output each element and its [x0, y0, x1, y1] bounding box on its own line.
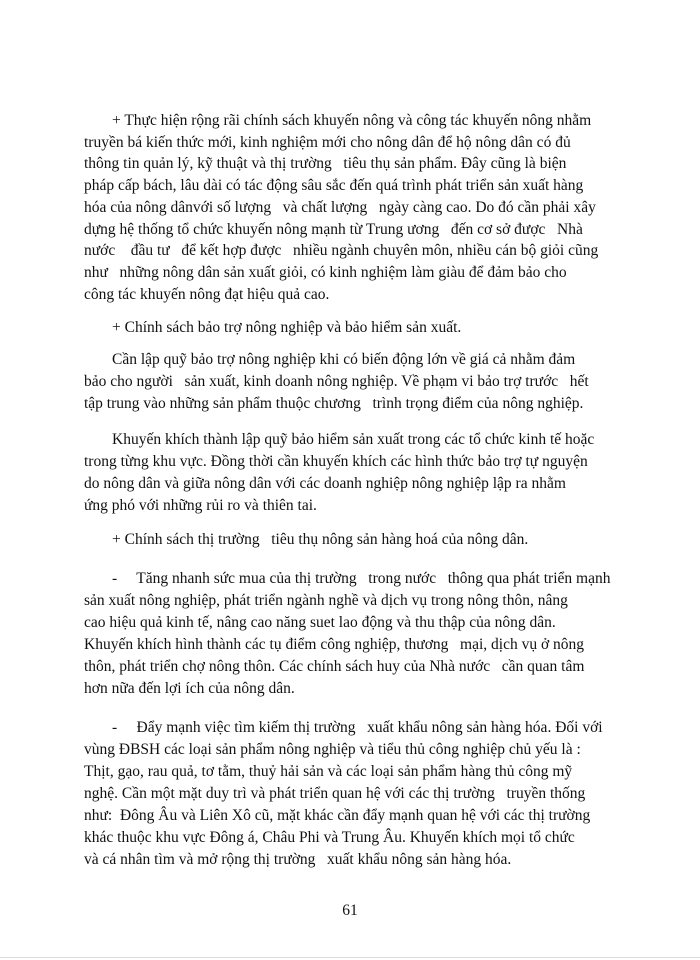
text-line: hóa của nông dânvới số lượng và chất lượng ngày càng cao. Do đó cần phải xây [84, 199, 596, 216]
text-line: thông tin quản lý, kỹ thuật và thị trường tiêu thụ sản phẩm. Đây cũng là biện [84, 155, 567, 172]
text-line: nước đầu tư để kết hợp được nhiều ngành chuyên môn, nhiều cán bộ giỏi cũng [84, 242, 599, 259]
text-line: hơn nữa đến lợi ích của nông dân. [84, 680, 295, 697]
text-line: nghệ. Cần một mặt duy trì và phát triển quan hệ với các thị trường truyền thống [84, 785, 586, 802]
text-line: sản xuất nông nghiệp, phát triển ngành nghề và dịch vụ trong nông thôn, nâng [84, 592, 568, 609]
text-line: vùng ĐBSH các loại sản phẩm nông nghiệp và tiểu thủ công nghiệp chủ yếu là : [84, 741, 581, 758]
text-line: Khuyến khích hình thành các tụ điểm công nghiệp, thương mại, dịch vụ ở nông [84, 636, 585, 653]
section-heading: + Chính sách thị trường tiêu thụ nông sản hàng hoá của nông dân. [112, 531, 529, 548]
bullet-line: - Tăng nhanh sức mua của thị trường trong nước thông qua phát triển mạnh [112, 570, 611, 587]
text-line: bảo cho người sản xuất, kinh doanh nông nghiệp. Về phạm vi bảo trợ trước hết [84, 373, 589, 390]
section-heading: + Chính sách bảo trợ nông nghiệp và bảo hiểm sản xuất. [112, 319, 462, 336]
text-line: khác thuộc khu vực Đông á, Châu Phi và Trung Âu. Khuyến khích mọi tổ chức [84, 829, 575, 846]
text-line: tập trung vào những sản phẩm thuộc chương trình trọng điểm của nông nghiệp. [84, 395, 584, 412]
text-line: do nông dân và giữa nông dân với các doanh nghiệp nông nghiệp lập ra nhằm [84, 475, 566, 492]
text-line: Cần lập quỹ bảo trợ nông nghiệp khi có biến động lớn về giá cả nhằm đảm [112, 351, 576, 368]
bottom-divider [0, 957, 700, 958]
text-line: + Thực hiện rộng rãi chính sách khuyến nông và công tác khuyến nông nhằm [112, 112, 592, 129]
page-number: 61 [342, 902, 358, 919]
text-line: công tác khuyến nông đạt hiệu quả cao. [84, 286, 330, 303]
text-line: cao hiệu quả kinh tế, nâng cao năng suet lao động và thu thập của nông dân. [84, 614, 556, 631]
text-line: như những nông dân sản xuất giỏi, có kinh nghiệm làm giàu để đảm bảo cho [84, 264, 567, 281]
text-line: trong từng khu vực. Đồng thời cần khuyến khích các hình thức bảo trợ tự nguyện [84, 453, 588, 470]
text-line: dựng hệ thống tổ chức khuyến nông mạnh từ Trung ương đến cơ sở được Nhà [84, 221, 583, 238]
text-line: ứng phó với những rủi ro và thiên tai. [84, 497, 317, 514]
text-line: và cá nhân tìm và mở rộng thị trường xuất khẩu nông sản hàng hóa. [84, 851, 512, 868]
text-line: pháp cấp bách, lâu dài có tác động sâu sắc đến quá trình phát triển sản xuất hàng [84, 177, 584, 194]
text-line: truyền bá kiến thức mới, kinh nghiệm mới cho nông dân để hộ nông dân có đủ [84, 134, 571, 151]
bullet-line: - Đẩy mạnh việc tìm kiếm thị trường xuất khẩu nông sản hàng hóa. Đối với [112, 719, 603, 736]
text-line: thôn, phát triển chợ nông thôn. Các chính sách huy của Nhà nước cần quan tâm [84, 658, 585, 675]
text-line: như: Đông Âu và Liên Xô cũ, mặt khác cần đẩy mạnh quan hệ với các thị trường [84, 807, 591, 824]
text-line: Thịt, gạo, rau quả, tơ tằm, thuỷ hải sản và các loại sản phẩm hàng thủ công mỹ [84, 763, 573, 780]
text-line: Khuyến khích thành lập quỹ bảo hiểm sản xuất trong các tổ chức kinh tế hoặc [112, 431, 595, 448]
